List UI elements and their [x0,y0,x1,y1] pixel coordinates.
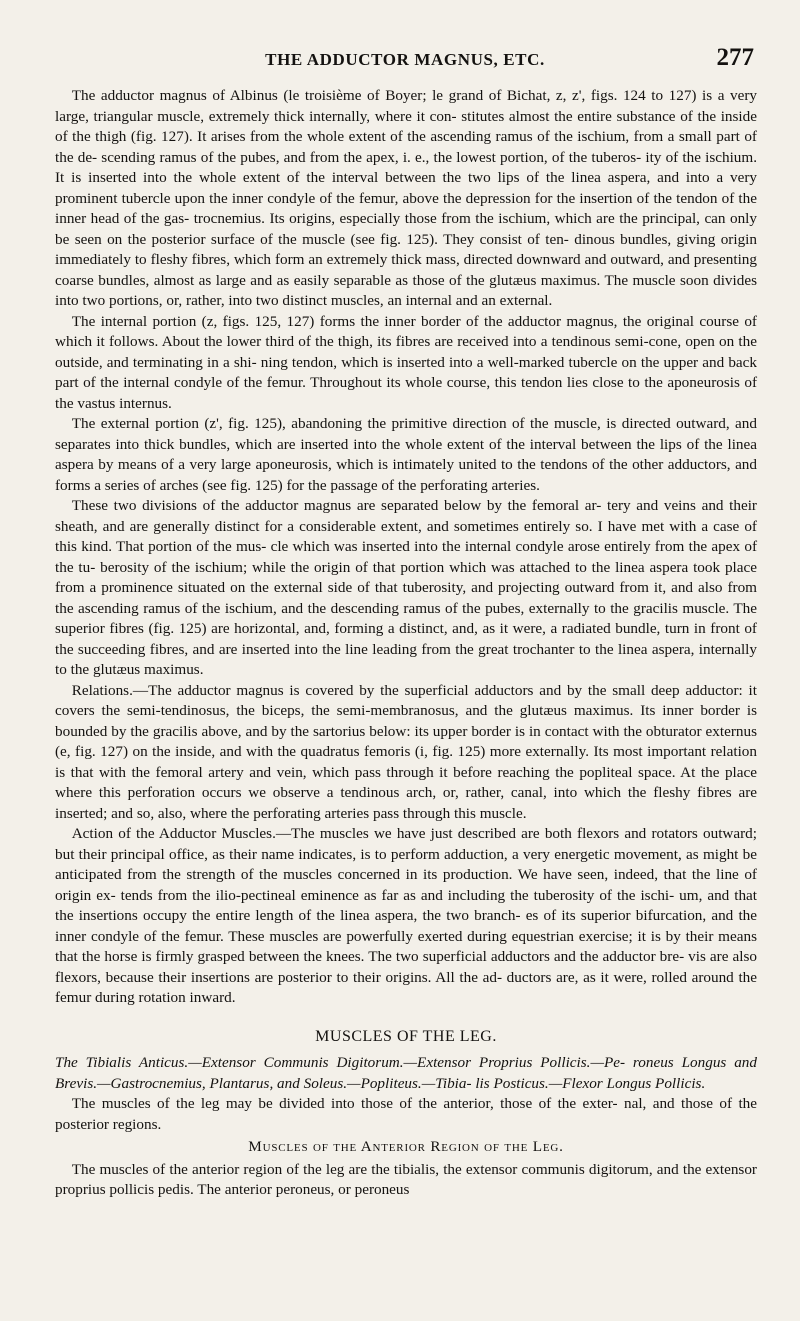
paragraph-internal-portion: The internal portion (z, figs. 125, 127) forms the inner border of the adductor magnus, the original course of which it follows. About the lower third of the thigh, its fibres are received into a tendinous semi-cone, open on the outside, and terminating in a shi- ning tendon, which is inserted into a well-marked tubercle on the upper and back part of the internal condyle of the femur. Throughout its whole course, this tendon lies close to the aponeurosis of the vastus internus. [55,312,757,412]
paragraph-anterior-region: The muscles of the anterior region of the leg are the tibialis, the extensor communis digitorum, and the extensor proprius pollicis pedis. The anterior peroneus, or peroneus [55,1160,757,1198]
section-contents: The Tibialis Anticus.—Extensor Communis Digitorum.—Extensor Proprius Pollicis.—Pe- roneus Longus and Brevis.—Gastrocnemius, Plantarus, and Soleus.—Popliteus.—Tibia- lis Posticus.—Flexor Longus Pollicis. [55,1054,757,1092]
paragraph-leg-divisions: The muscles of the leg may be divided into those of the anterior, those of the exter- nal, and those of the posterior regions. [55,1095,757,1133]
paragraph-two-divisions: These two divisions of the adductor magnus are separated below by the femoral ar- tery and veins and their sheath, and are generally distinct for a considerable extent, and sometimes entirely so. I have met with a case of this kind. That portion of the mus- cle which was inserted into the internal condyle arose entirely from the apex of the tu- berosity of the ischium; while the origin of that portion which was attached to the linea aspera took place from a prominence situated on the external side of that tuberosity, and projecting outward from it, and also from the ascending ramus of the ischium, and the descending ramus of the pubes, externally to the gracilis muscle. The superior fibres (fig. 125) are horizontal, and, forming a distinct, and, as it were, a radiated bundle, turn in front of the succeeding fibres, and are inserted into the line leading from the great trochanter to the linea aspera, internally to the glutæus maximus. [55,497,757,678]
body-text [55,86,757,1201]
paragraph-action: Action of the Adductor Muscles.—The muscles we have just described are both flexors and rotators outward; but their principal office, as their name indicates, is to perform adduction, a very energetic movement, as might be anticipated from the strength of the muscles concerned in its production. We have seen, indeed, that the line of origin ex- tends from the ilio-pectineal eminence as far as and including the tuberosity of the ischi- um, and that the insertions occupy the entire length of the linea aspera, the two branch- es of its superior bifurcation, and the inner condyle of the femur. These muscles are powerfully exerted during equestrian exercise; it is by their means that the horse is firmly grasped between the knees. The two superficial adductors and the adductor bre- vis are also flexors, because their insertions are posterior to their origins. All the ad- ductors are, as it were, rolled around the femur during rotation inward. [55,825,757,1006]
section-title: MUSCLES OF THE LEG. [315,1027,497,1045]
page-header [56,44,754,84]
paragraph-adductor-magnus: The adductor magnus of Albinus (le troisième of Boyer; le grand of Bichat, z, z', figs. 124 to 127) is a very large, triangular muscle, extremely thick internally, where it con- stitutes almost the entire substance of the inside of the thigh (fig. 127). It arises from the whole extent of the ascending ramus of the ischium, from a small part of the de- scending ramus of the pubes, and from the apex, i. e., the lowest portion, of the tuberos- ity of the ischium. It is inserted into the whole extent of the interval between the two lips of the linea aspera, and into a very prominent tubercle upon the inner condyle of the femur, above the depression for the insertion of the tendon of the inner head of the gas- trocnemius. Its origins, especially those from the ischium, which are the principal, can only be seen on the posterior surface of the muscle (see fig. 125). They consist of ten- dinous bundles, giving origin immediately to fleshy fibres, which form an extremely thick mass, directed downward and outward, and presenting coarse bundles, almost as large and as easily separable as those of the glutæus maximus. The muscle soon divides into two portions, or, rather, into two distinct muscles, an internal and an external. [55,87,757,309]
subsection-heading: Muscles of the Anterior Region of the Leg. [248,1138,564,1155]
page-number: 277 [716,44,754,71]
paragraph-external-portion: The external portion (z', fig. 125), abandoning the primitive direction of the muscle, is directed outward, and separates into thick bundles, which are inserted into the whole extent of the interval between the lips of the linea aspera by means of a very large aponeurosis, which is intimately united to the tendons of the other adductors, and forms a series of arches (see fig. 125) for the passage of the perforating arteries. [55,415,757,494]
paragraph-relations: Relations.—The adductor magnus is covered by the superficial adductors and by the small deep adductor: it covers the semi-tendinosus, the biceps, the semi-membranosus, and the glutæus maximus. Its inner border is bounded by the gracilis above, and by the sartorius below: its upper border is in contact with the obturator externus (e, fig. 127) on the inside, and with the quadratus femoris (i, fig. 125) more externally. Its most important relation is that with the femoral artery and vein, which pass through it before reaching the popliteal space. At the place where this perforation occurs we observe a tendinous arch, or, rather, canal, into which the fleshy fibres are inserted; and so, also, where the perforating arteries pass through this muscle. [55,681,757,822]
running-title: THE ADDUCTOR MAGNUS, ETC. [265,50,545,69]
